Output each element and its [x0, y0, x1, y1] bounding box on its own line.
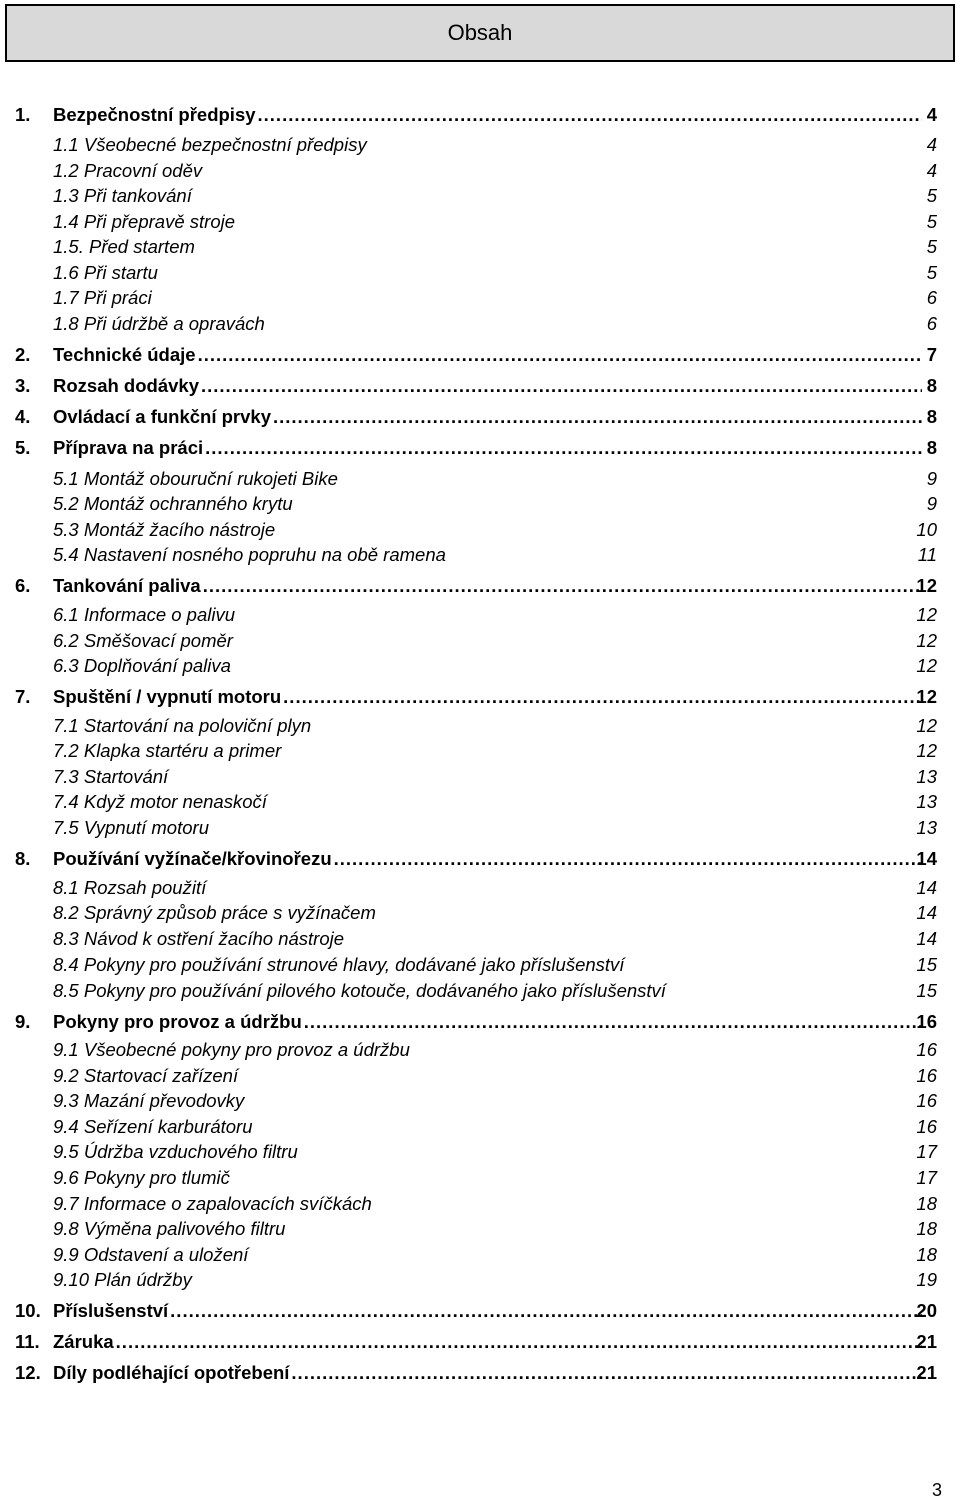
toc-entry-page: 15	[916, 954, 937, 975]
toc-entry-page: 10	[916, 519, 937, 540]
toc-entry-page: 13	[916, 766, 937, 787]
toc-entry-page: 5	[926, 262, 937, 283]
toc-entry-page: 14	[916, 928, 937, 949]
toc-entry-number: 7.	[15, 686, 31, 707]
toc-entry-number: 9.8	[53, 1218, 79, 1239]
toc-entry-number: 1.6	[53, 262, 79, 283]
toc-title: Obsah	[447, 20, 513, 45]
toc-entry-text-wrap	[53, 1330, 922, 1354]
toc-section-row[interactable]	[0, 765, 960, 789]
toc-entry-title: Pokyny pro provoz a údržbu	[53, 1011, 302, 1032]
toc-entry-title: Informace o zapalovacích svíčkách	[83, 1193, 372, 1214]
toc-entry-text-wrap	[53, 1038, 410, 1062]
toc-entry-number: 3.	[15, 375, 31, 396]
toc-entry-page: 5	[926, 185, 937, 206]
toc-entry-title: Pokyny pro tlumič	[83, 1167, 230, 1188]
toc-entry-page: 6	[926, 287, 937, 308]
toc-entry-title: Příprava na práci	[53, 437, 204, 458]
toc-entry-text-wrap	[53, 654, 231, 678]
toc-entry-page: 13	[916, 817, 937, 838]
toc-entry-page: 8	[926, 375, 937, 396]
toc-entry-number: 9.3	[53, 1090, 79, 1111]
toc-entry-number: 7.3	[53, 766, 79, 787]
toc-entry-title: Používání vyžínače/křovinořezu	[53, 848, 332, 869]
toc-entry-page: 14	[916, 848, 937, 869]
toc-section-row[interactable]	[0, 1217, 960, 1241]
toc-entry-page: 20	[916, 1300, 937, 1321]
toc-entry-title: Před startem	[89, 236, 195, 257]
toc-entry-title: Bezpečnostní předpisy	[53, 104, 256, 125]
toc-entry-text-wrap	[53, 847, 922, 871]
toc-entry-number: 9.7	[53, 1193, 79, 1214]
toc-section-row[interactable]	[0, 1192, 960, 1216]
toc-section-row[interactable]	[0, 1243, 960, 1267]
toc-entry-text-wrap	[53, 543, 446, 567]
toc-entry-number: 8.	[15, 848, 31, 869]
toc-entry-text-wrap	[53, 261, 158, 285]
toc-entry-title: Při tankování	[83, 185, 192, 206]
toc-entry-page: 13	[916, 791, 937, 812]
toc-entry-page: 6	[926, 313, 937, 334]
dot-leader	[203, 574, 922, 598]
toc-entry-number: 10.	[15, 1300, 41, 1321]
toc-entry-text-wrap	[53, 1299, 922, 1323]
toc-section-row[interactable]	[0, 790, 960, 814]
toc-entry-page: 16	[916, 1065, 937, 1086]
toc-section-row[interactable]	[0, 518, 960, 542]
toc-entry-text-wrap	[53, 159, 202, 183]
toc-entry-number: 6.2	[53, 630, 79, 651]
toc-entry-number: 9.6	[53, 1167, 79, 1188]
toc-section-row[interactable]	[0, 739, 960, 763]
toc-entry-text-wrap	[53, 184, 192, 208]
toc-entry-text-wrap	[53, 979, 666, 1003]
toc-section-row[interactable]	[0, 603, 960, 627]
dot-leader	[283, 685, 922, 709]
toc-entry-title: Rozsah dodávky	[53, 375, 199, 396]
toc-entry-title: Startování na poloviční plyn	[83, 715, 312, 736]
toc-section-row[interactable]	[0, 654, 960, 678]
toc-section-row[interactable]	[0, 1166, 960, 1190]
toc-entry-number: 8.3	[53, 928, 79, 949]
toc-entry-title: Pracovní oděv	[83, 160, 203, 181]
toc-entry-page: 7	[926, 344, 937, 365]
toc-chapter-row[interactable]	[0, 436, 960, 460]
toc-section-row[interactable]	[0, 979, 960, 1003]
toc-entry-number: 1.1	[53, 134, 79, 155]
toc-entry-title: Doplňování paliva	[83, 655, 231, 676]
toc-entry-text-wrap	[53, 876, 206, 900]
toc-entry-number: 8.1	[53, 877, 79, 898]
dot-leader	[170, 1299, 922, 1323]
dot-leader	[334, 847, 922, 871]
toc-entry-number: 6.3	[53, 655, 79, 676]
toc-entry-title: Mazání převodovky	[83, 1090, 245, 1111]
toc-entry-text-wrap	[53, 629, 233, 653]
toc-entry-title: Startovací zařízení	[83, 1065, 239, 1086]
toc-entry-title: Díly podléhající opotřebení	[53, 1362, 290, 1383]
toc-entry-text-wrap	[53, 790, 267, 814]
toc-entry-number: 1.	[15, 104, 31, 125]
toc-entry-title: Klapka startéru a primer	[83, 740, 282, 761]
toc-entry-text-wrap	[53, 1115, 253, 1139]
toc-entry-text-wrap	[53, 574, 922, 598]
toc-entry-text-wrap	[53, 765, 168, 789]
toc-entry-text-wrap	[53, 235, 195, 259]
toc-entry-text-wrap	[53, 1361, 922, 1385]
toc-chapter-row[interactable]	[0, 103, 960, 127]
toc-entry-number: 1.4	[53, 211, 79, 232]
toc-entry-number: 9.	[15, 1011, 31, 1032]
toc-entry-number: 2.	[15, 344, 31, 365]
toc-entry-page: 4	[926, 134, 937, 155]
toc-entry-title: Když motor nenaskočí	[83, 791, 267, 812]
toc-entry-number: 9.1	[53, 1039, 79, 1060]
toc-entry-number: 11.	[15, 1331, 40, 1352]
toc-entry-page: 11	[917, 544, 937, 565]
toc-entry-title: Při přepravě stroje	[83, 211, 236, 232]
dot-leader	[291, 1361, 922, 1385]
toc-entry-page: 4	[926, 104, 937, 125]
toc-entry-page: 21	[916, 1362, 937, 1383]
toc-entry-page: 18	[916, 1193, 937, 1214]
toc-entry-page: 12	[916, 655, 937, 676]
toc-entry-text-wrap	[53, 1140, 298, 1164]
toc-section-row[interactable]	[0, 467, 960, 491]
toc-section-row[interactable]	[0, 876, 960, 900]
toc-entry-title: Montáž ochranného krytu	[83, 493, 293, 514]
toc-entry-page: 15	[916, 980, 937, 1001]
toc-entry-number: 7.5	[53, 817, 79, 838]
toc-entry-title: Ovládací a funkční prvky	[53, 406, 271, 427]
toc-entry-number: 7.4	[53, 791, 79, 812]
toc-entry-number: 7.1	[53, 715, 79, 736]
toc-entry-text-wrap	[53, 1089, 244, 1113]
toc-section-row[interactable]	[0, 1115, 960, 1139]
toc-entry-text-wrap	[53, 210, 235, 234]
toc-entry-page: 9	[926, 468, 937, 489]
toc-section-row[interactable]	[0, 133, 960, 157]
toc-entry-text-wrap	[53, 927, 344, 951]
toc-entry-number: 1.2	[53, 160, 79, 181]
toc-chapter-row[interactable]	[0, 574, 960, 598]
toc-entry-text-wrap	[53, 518, 275, 542]
toc-entry-title: Směšovací poměr	[83, 630, 233, 651]
toc-entry-text-wrap	[53, 603, 235, 627]
toc-section-row[interactable]	[0, 261, 960, 285]
toc-entry-title: Výměna palivového filtru	[83, 1218, 286, 1239]
toc-entry-page: 17	[916, 1141, 937, 1162]
toc-chapter-row[interactable]	[0, 405, 960, 429]
toc-chapter-row[interactable]	[0, 1330, 960, 1354]
toc-chapter-row[interactable]	[0, 1010, 960, 1034]
toc-entry-number: 9.2	[53, 1065, 79, 1086]
toc-entry-text-wrap	[53, 467, 338, 491]
dot-leader	[304, 1010, 922, 1034]
toc-entry-title: Údržba vzduchového filtru	[83, 1141, 298, 1162]
toc-entry-text-wrap	[53, 1166, 230, 1190]
toc-entry-page: 12	[916, 686, 937, 707]
toc-entry-page: 12	[916, 715, 937, 736]
toc-entry-page: 16	[916, 1090, 937, 1111]
toc-entry-title: Montáž obouruční rukojeti Bike	[83, 468, 338, 489]
toc-section-row[interactable]	[0, 235, 960, 259]
toc-entry-page: 12	[916, 630, 937, 651]
toc-entry-title: Při startu	[83, 262, 158, 283]
toc-entry-title: Plán údržby	[94, 1269, 192, 1290]
toc-entry-page: 21	[916, 1331, 937, 1352]
toc-entry-text-wrap	[53, 103, 922, 127]
toc-entry-number: 5.1	[53, 468, 79, 489]
toc-entry-text-wrap	[53, 1010, 922, 1034]
toc-entry-page: 12	[916, 604, 937, 625]
toc-entry-text-wrap	[53, 901, 376, 925]
toc-entry-number: 12.	[15, 1362, 41, 1383]
toc-entry-title: Pokyny pro používání pilového kotouče, dodávaného jako příslušenství	[83, 980, 666, 1001]
toc-entry-text-wrap	[53, 685, 922, 709]
toc-entry-page: 18	[916, 1218, 937, 1239]
toc-section-row[interactable]	[0, 1268, 960, 1292]
toc-section-row[interactable]	[0, 1140, 960, 1164]
toc-chapter-row[interactable]	[0, 847, 960, 871]
toc-entry-title: Všeobecné bezpečnostní předpisy	[83, 134, 367, 155]
toc-section-row[interactable]	[0, 543, 960, 567]
toc-section-row[interactable]	[0, 184, 960, 208]
toc-entry-text-wrap	[53, 1192, 372, 1216]
toc-entry-text-wrap	[53, 312, 265, 336]
toc-entry-title: Při údržbě a opravách	[83, 313, 265, 334]
toc-section-row[interactable]	[0, 953, 960, 977]
toc-chapter-row[interactable]	[0, 374, 960, 398]
toc-entry-title: Startování	[83, 766, 169, 787]
toc-entry-number: 6.	[15, 575, 31, 596]
toc-entry-title: Montáž žacího nástroje	[83, 519, 276, 540]
toc-entry-title: Příslušenství	[53, 1300, 169, 1321]
toc-entry-page: 8	[926, 406, 937, 427]
toc-chapter-row[interactable]	[0, 685, 960, 709]
toc-entry-number: 8.2	[53, 902, 79, 923]
toc-entry-text-wrap	[53, 286, 152, 310]
toc-entry-text-wrap	[53, 1268, 192, 1292]
toc-entry-number: 6.1	[53, 604, 79, 625]
toc-entry-text-wrap	[53, 1064, 238, 1088]
toc-entry-number: 8.5	[53, 980, 79, 1001]
toc-entry-page: 8	[926, 437, 937, 458]
toc-entry-number: 5.4	[53, 544, 79, 565]
toc-entry-page: 12	[916, 575, 937, 596]
toc-entry-number: 9.4	[53, 1116, 79, 1137]
toc-entry-number: 5.	[15, 437, 31, 458]
toc-entry-title: Tankování paliva	[53, 575, 201, 596]
toc-title-box	[5, 4, 955, 62]
toc-section-row[interactable]	[0, 210, 960, 234]
toc-section-row[interactable]	[0, 159, 960, 183]
toc-section-row[interactable]	[0, 714, 960, 738]
toc-entry-page: 19	[916, 1269, 937, 1290]
toc-chapter-row[interactable]	[0, 1361, 960, 1385]
toc-entry-page: 18	[916, 1244, 937, 1265]
toc-entry-number: 7.2	[53, 740, 79, 761]
toc-entry-page: 5	[926, 236, 937, 257]
toc-entry-page: 4	[926, 160, 937, 181]
toc-entry-text-wrap	[53, 133, 367, 157]
toc-entry-number: 5.3	[53, 519, 79, 540]
toc-entry-page: 9	[926, 493, 937, 514]
toc-entry-text-wrap	[53, 816, 209, 840]
toc-entry-title: Informace o palivu	[83, 604, 236, 625]
toc-section-row[interactable]	[0, 492, 960, 516]
toc-entry-title: Odstavení a uložení	[83, 1244, 249, 1265]
toc-entry-number: 8.4	[53, 954, 79, 975]
toc-section-row[interactable]	[0, 312, 960, 336]
toc-entry-title: Technické údaje	[53, 344, 196, 365]
toc-entry-page: 5	[926, 211, 937, 232]
toc-section-row[interactable]	[0, 1089, 960, 1113]
toc-entry-text-wrap	[53, 1217, 285, 1241]
toc-entry-text-wrap	[53, 739, 281, 763]
toc-entry-text-wrap	[53, 374, 922, 398]
toc-entry-title: Seřízení karburátoru	[83, 1116, 253, 1137]
toc-entry-text-wrap	[53, 436, 922, 460]
toc-section-row[interactable]	[0, 927, 960, 951]
toc-entry-number: 9.9	[53, 1244, 79, 1265]
toc-section-row[interactable]	[0, 286, 960, 310]
toc-entry-text-wrap	[53, 714, 311, 738]
toc-entry-number: 1.3	[53, 185, 79, 206]
toc-entry-number: 1.7	[53, 287, 79, 308]
toc-entry-page: 14	[916, 902, 937, 923]
dot-leader	[273, 405, 922, 429]
toc-entry-text-wrap	[53, 343, 922, 367]
toc-entry-title: Spuštění / vypnutí motoru	[53, 686, 282, 707]
toc-entry-text-wrap	[53, 405, 922, 429]
dot-leader	[116, 1330, 922, 1354]
toc-section-row[interactable]	[0, 901, 960, 925]
toc-entry-title: Návod k ostření žacího nástroje	[83, 928, 345, 949]
toc-section-row[interactable]	[0, 629, 960, 653]
dot-leader	[198, 343, 922, 367]
toc-entry-number: 5.2	[53, 493, 79, 514]
toc-entry-page: 17	[916, 1167, 937, 1188]
toc-entry-number: 9.10	[53, 1269, 90, 1290]
toc-entry-text-wrap	[53, 953, 624, 977]
toc-section-row[interactable]	[0, 1064, 960, 1088]
toc-section-row[interactable]	[0, 816, 960, 840]
toc-entry-page: 14	[916, 877, 937, 898]
toc-section-row[interactable]	[0, 1038, 960, 1062]
page-number: 3	[931, 1480, 942, 1500]
toc-entry-title: Záruka	[53, 1331, 114, 1352]
toc-chapter-row[interactable]	[0, 1299, 960, 1323]
dot-leader	[201, 374, 922, 398]
toc-entry-page: 16	[916, 1011, 937, 1032]
toc-entry-title: Pokyny pro používání strunové hlavy, dodávané jako příslušenství	[83, 954, 625, 975]
toc-entry-number: 4.	[15, 406, 31, 427]
toc-entry-title: Nastavení nosného popruhu na obě ramena	[83, 544, 446, 565]
toc-entry-title: Správný způsob práce s vyžínačem	[83, 902, 376, 923]
toc-entry-title: Všeobecné pokyny pro provoz a údržbu	[83, 1039, 410, 1060]
toc-entry-title: Rozsah použití	[83, 877, 207, 898]
dot-leader	[205, 436, 922, 460]
toc-entry-page: 16	[916, 1116, 937, 1137]
toc-entry-text-wrap	[53, 492, 293, 516]
toc-entry-number: 1.5.	[53, 236, 84, 257]
toc-entry-title: Vypnutí motoru	[83, 817, 209, 838]
dot-leader	[258, 103, 922, 127]
toc-chapter-row[interactable]	[0, 343, 960, 367]
toc-entry-page: 12	[916, 740, 937, 761]
toc-entry-number: 1.8	[53, 313, 79, 334]
toc-entry-text-wrap	[53, 1243, 248, 1267]
toc-entry-title: Při práci	[83, 287, 152, 308]
toc-entry-page: 16	[916, 1039, 937, 1060]
toc-entry-number: 9.5	[53, 1141, 79, 1162]
